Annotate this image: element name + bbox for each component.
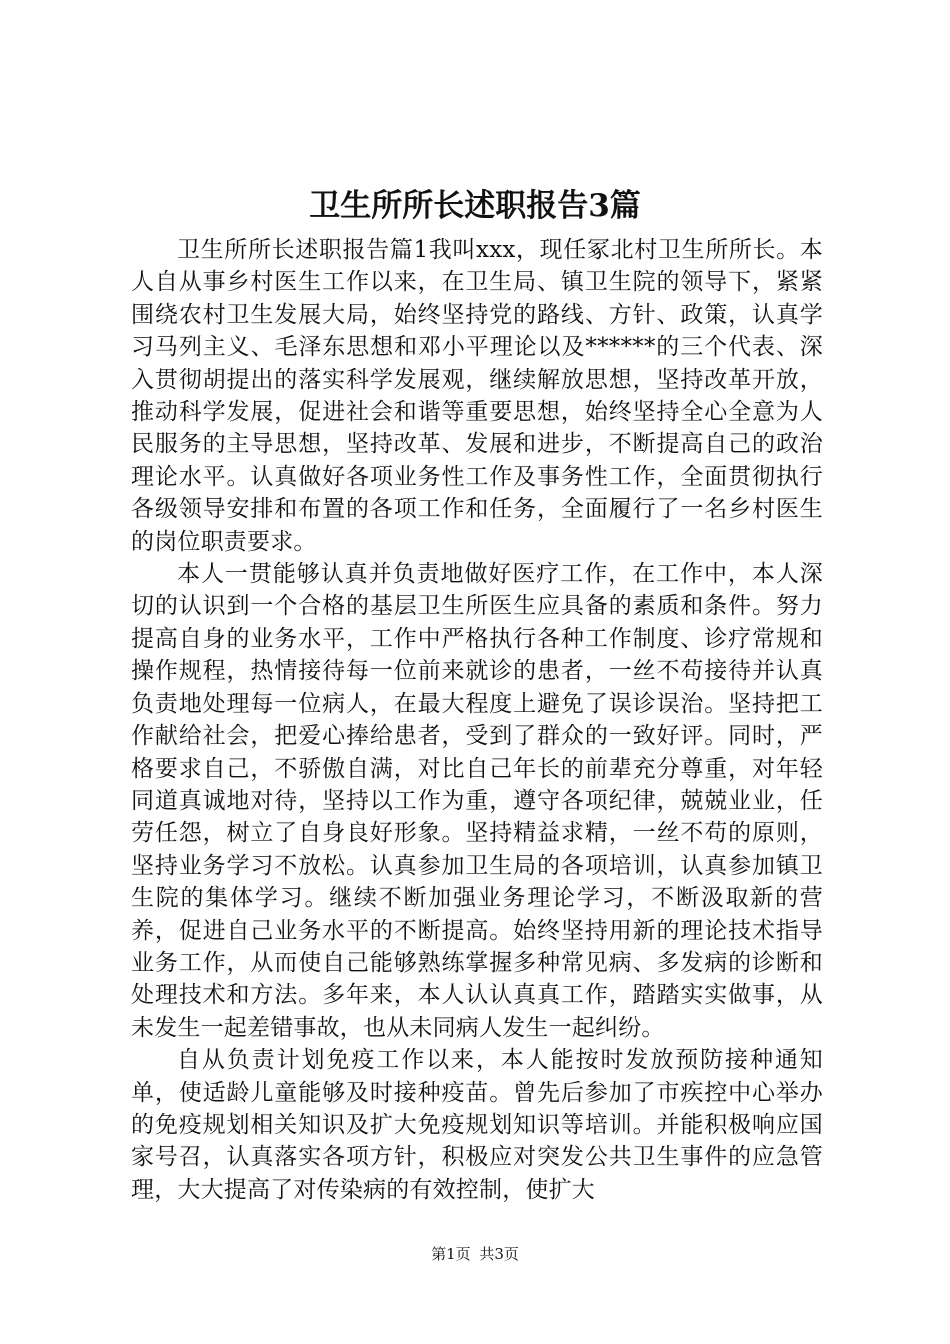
page-total: 共3页 bbox=[479, 1245, 519, 1263]
paragraph-2: 本人一贯能够认真并负责地做好医疗工作，在工作中，本人深切的认识到一个合格的基层卫生所医生应具备的素质和条件。努力提高自身的业务水平，工作中严格执行各种工作制度、诊疗常规和操作规程，热情接待每一位前来就诊的患者，一丝不苟接待并认真负责地处理每一位病人，在最大程度上避免了误诊误治。坚持把工作献给社会，把爱心捧给患者，受到了群众的一致好评。同时，严格要求自己，不骄傲自满，对比自己年长的前辈充分尊重，对年轻同道真诚地对待，坚持以工作为重，遵守各项纪律，兢兢业业，任劳任怨，树立了自身良好形象。坚持精益求精，一丝不苟的原则，坚持业务学习不放松。认真参加卫生局的各项培训，认真参加镇卫生院的集体学习。继续不断加强业务理论学习，不断汲取新的营养，促进自己业务水平的不断提高。始终坚持用新的理论技术指导业务工作，从而使自己能够熟练掌握多种常见病、多发病的诊断和处理技术和方法。多年来，本人认认真真工作，踏踏实实做事，从未发生一起差错事故，也从未同病人发生一起纠纷。 bbox=[131, 561, 823, 1041]
paragraph-1: 卫生所所长述职报告篇1我叫xxx，现任冢北村卫生所所长。本人自从事乡村医生工作以来，在卫生局、镇卫生院的领导下，紧紧围绕农村卫生发展大局，始终坚持党的路线、方针、政策，认真学习马列主义、毛泽东思想和邓小平理论以及******的三个代表、深入贯彻胡提出的落实科学发展观，继续解放思想，坚持改革开放，推动科学发展，促进社会和谐等重要思想，始终坚持全心全意为人民服务的主导思想，坚持改革、发展和进步，不断提高自己的政治理论水平。认真做好各项业务性工作及事务性工作，全面贯彻执行各级领导安排和布置的各项工作和任务，全面履行了一名乡村医生的岗位职责要求。 bbox=[131, 237, 823, 555]
page-footer bbox=[0, 1244, 950, 1264]
page-number: 第1页 bbox=[431, 1245, 471, 1263]
document-body bbox=[131, 234, 823, 1206]
document-title: 卫生所所长述职报告3篇 bbox=[309, 188, 641, 224]
paragraph-3: 自从负责计划免疫工作以来，本人能按时发放预防接种通知单，使适龄儿童能够及时接种疫苗。曾先后参加了市疾控中心举办的免疫规划相关知识及扩大免疫规划知识等培训。并能积极响应国家号召，认真落实各项方针，积极应对突发公共卫生事件的应急管理，大大提高了对传染病的有效控制，使扩大 bbox=[131, 1047, 823, 1203]
